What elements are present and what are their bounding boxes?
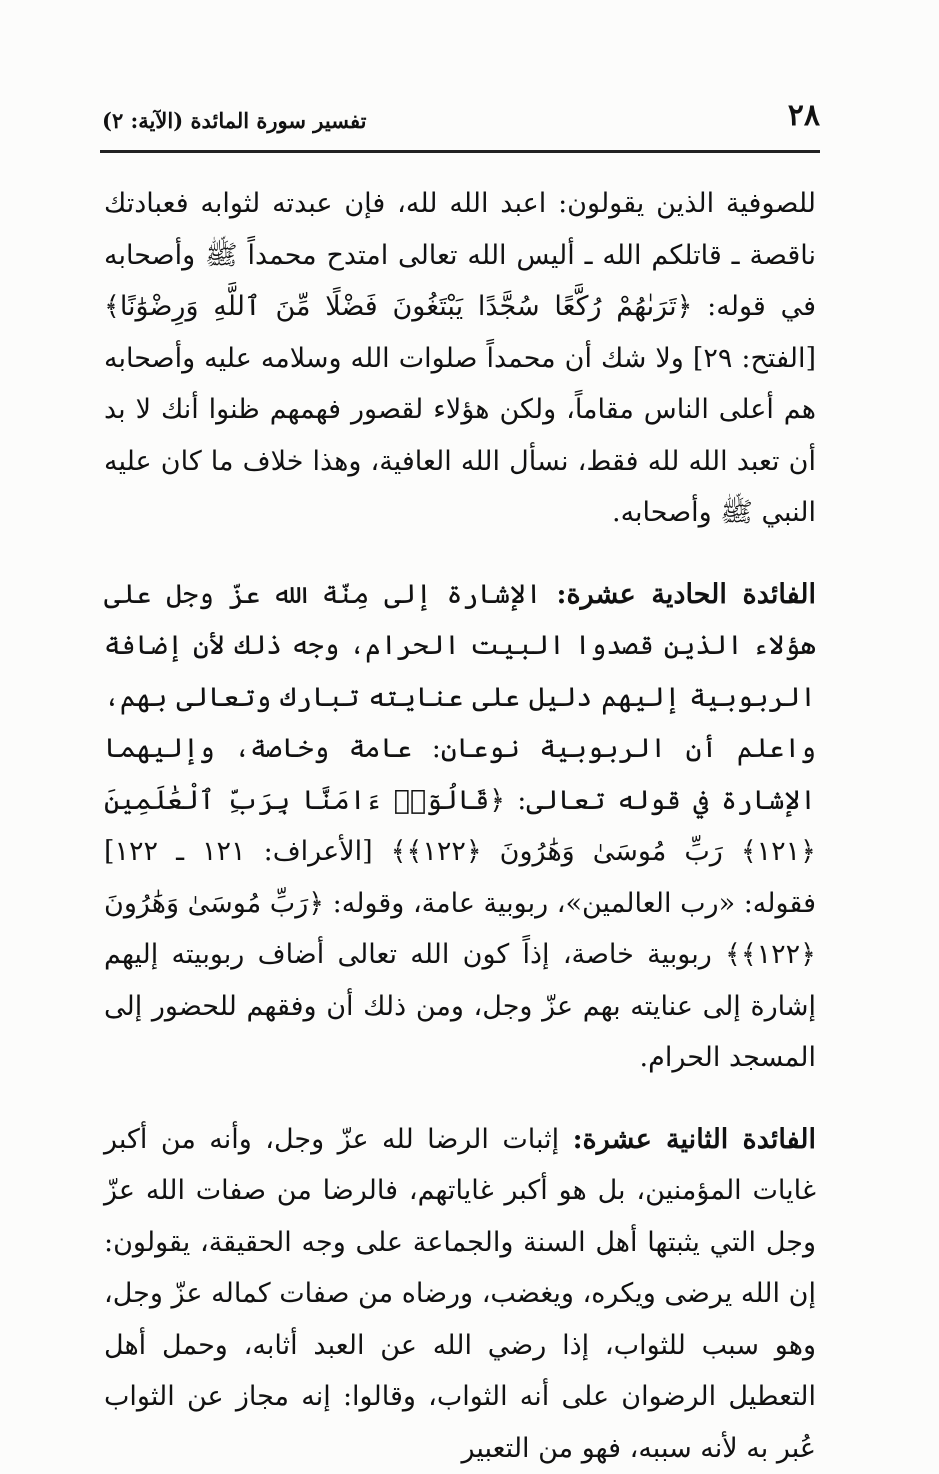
paragraph-text: الإشارة إلى مِنّة الله عزّ وجل على هؤلاء الذين قصدوا البيت الحرام، وجه ذلك لأن إضافة الربوبية إليهم دليل على عنايته تبارك وتعالى بهم، واعلم أن الربوبية نوعان: عامة وخاصة، وإليهما الإشارة في قوله تعالى: ﴿قَالُوٓا۟ ءَامَنَّا بِرَبِّ ٱلْعَٰلَمِينَ ﴿١٢١﴾ رَبِّ مُوسَىٰ وَهَٰرُونَ ﴿١٢٢﴾﴾ [الأعراف: ١٢١ ـ ١٢٢] فقوله: «رب العالمين»، ربوبية عامة، وقوله: ﴿رَبِّ مُوسَىٰ وَهَٰرُونَ ﴿١٢٢﴾﴾ ربوبية خاصة، إذاً كون الله تعالى أضاف ربوبيته إليهم إشارة إلى عنايته بهم عزّ وجل، ومن ذلك أن وفقهم للحضور إلى المسجد الحرام. [104,579,816,1074]
paragraph-benefit-twelve [104,1114,816,1474]
paragraph-text: إثبات الرضا لله عزّ وجل، وأنه من أكبر غايات المؤمنين، بل هو أكبر غاياتهم، فالرضا من صفات الله عزّ وجل التي يثبتها أهل السنة والجماعة على وجه الحقيقة، يقولون: إن الله يرضى ويكره، ويغضب، ورضاه من صفات كماله عزّ وجل، وهو سبب للثواب، إذا رضي الله عن العبد أثابه، وحمل أهل التعطيل الرضوان على أنه الثواب، وقالوا: إنه مجاز عن الثواب عُبر به لأنه سببه، فهو من التعبير [104,1124,816,1464]
paragraph-heading: الفائدة الثانية عشرة: [573,1124,816,1155]
paragraph-heading: الفائدة الحادية عشرة: [556,579,816,610]
page-number: ٢٨ [788,98,820,133]
paragraph-text: للصوفية الذين يقولون: اعبد الله لله، فإن عبدته لثوابه فعبادتك ناقصة ـ قاتلكم الله ـ أليس الله تعالى امتدح محمداً ﷺ وأصحابه في قوله: ﴿تَرَىٰهُمْ رُكَّعًا سُجَّدًا يَبْتَغُونَ فَضْلًا مِّنَ ٱللَّهِ وَرِضْوَٰنًا﴾ [الفتح: ٢٩] ولا شك أن محمداً صلوات الله وسلامه عليه وأصحابه هم أعلى الناس مقاماً، ولكن هؤلاء لقصور فهمهم ظنوا أنك لا بد أن تعبد الله لله فقط، نسأل الله العافية، وهذا خلاف ما كان عليه النبي ﷺ وأصحابه. [104,188,816,528]
running-title: تفسير سورة المائدة (الآية: ٢) [102,108,366,133]
page-body [104,178,816,1474]
page-header [100,96,820,154]
header-rule [100,150,820,153]
paragraph-benefit-eleven [104,569,816,1084]
paragraph-sufi-worship [104,178,816,539]
